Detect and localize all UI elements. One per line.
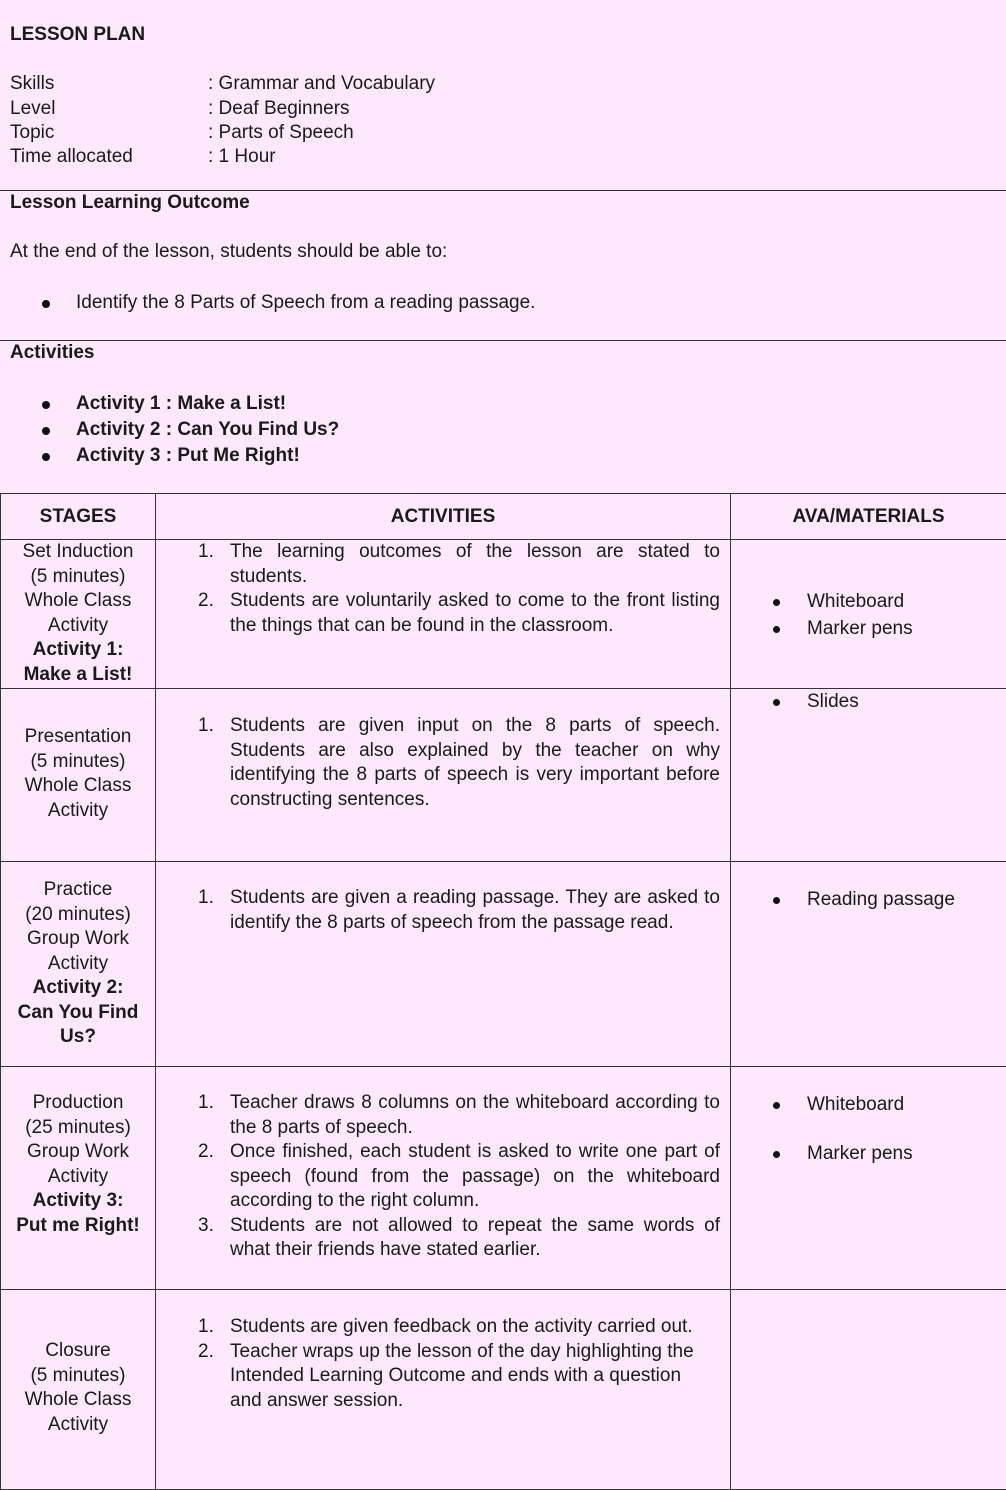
bullet-icon <box>42 419 52 429</box>
activity-step: The learning outcomes of the lesson are stated to students. <box>230 540 720 589</box>
stage-line: (5 minutes) <box>1 750 155 775</box>
stage-activity-label: Activity 3: <box>1 1189 155 1214</box>
stage-line: Activity <box>1 1165 155 1190</box>
page-title: LESSON PLAN <box>10 24 145 46</box>
info-key: Level <box>10 97 200 121</box>
stage-line: (25 minutes) <box>1 1116 155 1141</box>
materials-cell <box>731 1067 1006 1290</box>
stage-line: Presentation <box>1 725 155 750</box>
stage-line: Activity <box>1 952 155 977</box>
bullet-icon <box>42 393 52 403</box>
stage-activity-label: Put me Right! <box>1 1214 155 1239</box>
activities-cell <box>156 1067 731 1290</box>
stage-line: Activity <box>1 799 155 824</box>
activities-cell <box>156 1290 731 1490</box>
material-item: Reading passage <box>807 888 1006 913</box>
header-stages: STAGES <box>1 494 156 540</box>
materials-cell <box>731 689 1006 862</box>
activity-step: Students are given a reading passage. They are asked to identify the 8 parts of speech from the passage read. <box>230 886 720 935</box>
table-row <box>1 862 1006 1067</box>
stage-line: Production <box>1 1091 155 1116</box>
stage-line: Activity <box>1 614 155 639</box>
divider <box>0 190 1006 191</box>
info-value: : 1 Hour <box>208 145 276 169</box>
stage-cell <box>1 1067 156 1290</box>
table-row <box>1 540 1006 689</box>
stage-activity-label: Make a List! <box>1 663 155 688</box>
material-item: Whiteboard <box>807 590 1006 615</box>
stage-activity-label: Can You Find <box>1 1001 155 1026</box>
info-key: Time allocated <box>10 145 200 169</box>
activities-cell <box>156 540 731 689</box>
lesson-table <box>0 493 1006 1490</box>
activities-heading: Activities <box>10 342 94 364</box>
info-value: : Parts of Speech <box>208 121 354 145</box>
stage-line: Whole Class <box>1 774 155 799</box>
header-activities: ACTIVITIES <box>156 494 731 540</box>
table-row <box>1 689 1006 862</box>
activity-item-text: Activity 2 : Can You Find Us? <box>76 419 339 441</box>
stage-line: Practice <box>1 878 155 903</box>
table-row <box>1 1067 1006 1290</box>
stage-line: Activity <box>1 1413 155 1438</box>
material-item: Marker pens <box>807 617 1006 642</box>
stage-line: (5 minutes) <box>1 565 155 590</box>
activity-step: Once finished, each student is asked to write one part of speech (found from the passage) on the whiteboard according to the right column. <box>230 1140 720 1214</box>
activity-step: Teacher draws 8 columns on the whiteboard according to the 8 parts of speech. <box>230 1091 720 1140</box>
table-row <box>1 1290 1006 1490</box>
material-item: Slides <box>807 690 1006 715</box>
divider <box>0 340 1006 341</box>
info-key: Skills <box>10 72 200 96</box>
stage-cell <box>1 540 156 689</box>
stage-activity-label: Activity 2: <box>1 976 155 1001</box>
stage-line: Group Work <box>1 927 155 952</box>
activity-item-text: Activity 3 : Put Me Right! <box>76 445 300 467</box>
material-item: Whiteboard <box>807 1093 1006 1118</box>
activity-item-text: Activity 1 : Make a List! <box>76 393 286 415</box>
stage-cell <box>1 1290 156 1490</box>
stage-activity-label: Activity 1: <box>1 638 155 663</box>
stage-cell <box>1 862 156 1067</box>
stage-activity-label: Us? <box>1 1025 155 1050</box>
activity-step: Students are given feedback on the activity carried out. <box>230 1315 720 1340</box>
info-value: : Grammar and Vocabulary <box>208 72 435 96</box>
materials-cell <box>731 1290 1006 1490</box>
bullet-icon <box>42 445 52 455</box>
stage-line: Closure <box>1 1339 155 1364</box>
materials-cell <box>731 862 1006 1067</box>
outcome-heading: Lesson Learning Outcome <box>10 192 250 214</box>
outcome-item-text: Identify the 8 Parts of Speech from a reading passage. <box>76 292 535 314</box>
stage-cell <box>1 689 156 862</box>
stage-line: (20 minutes) <box>1 903 155 928</box>
stage-line: Set Induction <box>1 540 155 565</box>
stage-line: Group Work <box>1 1140 155 1165</box>
activity-step: Students are given input on the 8 parts of speech. Students are also explained by the teacher on why identifying the 8 parts of speech is very important before constructing sentences. <box>230 714 720 812</box>
stage-line: (5 minutes) <box>1 1364 155 1389</box>
materials-cell <box>731 540 1006 689</box>
activities-cell <box>156 862 731 1067</box>
stage-line: Whole Class <box>1 1388 155 1413</box>
activities-cell <box>156 689 731 862</box>
info-value: : Deaf Beginners <box>208 97 350 121</box>
material-item: Marker pens <box>807 1142 1006 1167</box>
activity-step: Students are voluntarily asked to come to the front listing the things that can be found in the classroom. <box>230 589 720 638</box>
table-header-row <box>1 494 1006 540</box>
outcome-intro: At the end of the lesson, students should be able to: <box>10 241 447 263</box>
stage-line: Whole Class <box>1 589 155 614</box>
bullet-icon <box>42 292 52 302</box>
activity-step: Students are not allowed to repeat the same words of what their friends have stated earlier. <box>230 1214 720 1263</box>
activity-step: Teacher wraps up the lesson of the day highlighting the Intended Learning Outcome and ends with a question and answer session. <box>230 1340 720 1414</box>
info-key: Topic <box>10 121 200 145</box>
header-materials: AVA/MATERIALS <box>731 494 1006 540</box>
